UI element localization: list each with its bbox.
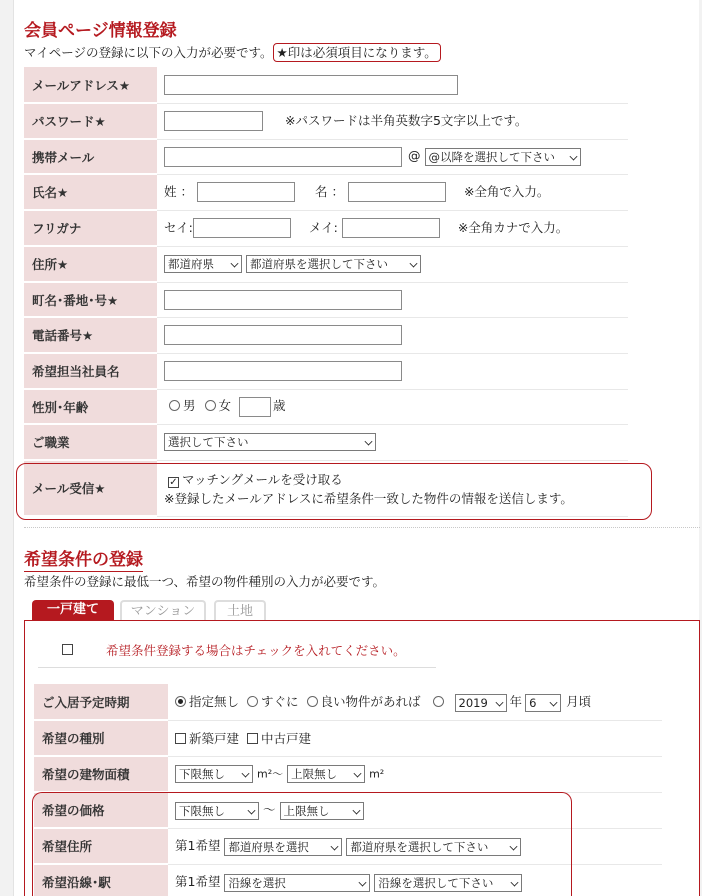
month-unit: 月頃: [566, 694, 592, 709]
female-label: 女: [218, 398, 232, 414]
tab-land[interactable]: 土地: [214, 600, 266, 621]
furigana-cell: [157, 210, 628, 246]
month-select[interactable]: 6: [525, 694, 561, 712]
town-cell: [157, 282, 628, 317]
job-select[interactable]: 選択して下さい: [164, 433, 376, 451]
row-mobile: [24, 139, 628, 174]
email-label: メールアドレス★: [24, 67, 157, 103]
town-input[interactable]: [164, 290, 402, 310]
mobile-domain-select[interactable]: @以降を選択して下さい: [425, 148, 581, 166]
mail-receive-note: ※登録したメールアドレスに希望条件一致した物件の情報を送信します。: [164, 491, 573, 506]
used-house-checkbox[interactable]: [247, 733, 258, 744]
phone-input[interactable]: [164, 325, 402, 345]
password-note: ※パスワードは半角英数字5文字以上です。: [285, 112, 528, 128]
phone-label: 電話番号★: [24, 317, 157, 353]
used-house-label: 中古戸建: [261, 731, 312, 746]
gender-age-cell: [157, 389, 628, 424]
new-house-label: 新築戸建: [189, 731, 240, 746]
job-label: ご職業: [24, 424, 157, 460]
age-input[interactable]: [239, 397, 271, 417]
chevron-down-icon: [550, 698, 558, 706]
name-cell: [157, 174, 628, 210]
new-house-checkbox[interactable]: [175, 733, 186, 744]
town-label: 町名･番地･号★: [24, 282, 157, 317]
city-select[interactable]: 都道府県を選択して下さい: [246, 255, 421, 273]
row-address: [24, 246, 628, 282]
line-select[interactable]: 沿線を選択: [224, 874, 370, 892]
hope-pref-select[interactable]: 都道府県を選択: [224, 838, 342, 856]
chevron-down-icon: [495, 698, 503, 706]
move-in-cell: [168, 684, 662, 720]
row-area: [34, 756, 662, 792]
area-unit-1: m²〜: [256, 767, 284, 781]
kind-cell: [168, 720, 662, 756]
row-password: [24, 103, 628, 139]
move-in-date-radio[interactable]: [433, 696, 444, 707]
mobile-cell: [157, 139, 628, 174]
at-sign: @: [408, 148, 421, 163]
chevron-down-icon: [242, 770, 250, 778]
row-name: [24, 174, 628, 210]
first-name-input[interactable]: [348, 182, 446, 202]
area-label: 希望の建物面積: [34, 756, 168, 792]
furigana-first-input[interactable]: [342, 218, 440, 238]
password-input[interactable]: [164, 111, 263, 131]
name-note: ※全角で入力。: [463, 183, 550, 199]
password-cell: [157, 103, 628, 139]
furigana-label: フリガナ: [24, 210, 157, 246]
conditions-section-title: 希望条件の登録: [24, 545, 143, 572]
price-max-select[interactable]: 上限無し: [280, 802, 364, 820]
left-frame: [0, 0, 14, 896]
chevron-down-icon: [354, 770, 362, 778]
mail-receive-highlight: [16, 463, 652, 520]
staff-input[interactable]: [164, 361, 402, 381]
mail-receive-label: メール受信★: [24, 460, 157, 516]
hope-address-prefix: 第1希望: [175, 838, 221, 854]
move-in-soon-label: すぐに: [261, 694, 299, 709]
sei-label: 姓 ：: [164, 183, 193, 199]
register-conditions-checkbox[interactable]: [62, 644, 73, 655]
row-gender-age: [24, 389, 628, 424]
prefecture-select[interactable]: 都道府県: [164, 255, 242, 273]
price-min-select[interactable]: 下限無し: [175, 802, 259, 820]
furigana-sei-label: セイ:: [164, 219, 193, 235]
email-input[interactable]: [164, 75, 458, 95]
mobile-input[interactable]: [164, 147, 402, 167]
row-staff: [24, 353, 628, 389]
chevron-down-icon: [569, 152, 577, 160]
hope-line-label: 希望沿線･駅: [34, 864, 168, 896]
furigana-mei-label: メイ:: [308, 219, 338, 235]
hope-city-select[interactable]: 都道府県を選択して下さい: [346, 838, 521, 856]
staff-label: 希望担当社員名: [24, 353, 157, 389]
move-in-good-radio[interactable]: [307, 696, 318, 707]
row-phone: [24, 317, 628, 353]
chevron-down-icon: [231, 260, 239, 268]
register-check-row: [62, 642, 76, 657]
mail-receive-checkbox[interactable]: ✓: [169, 477, 178, 488]
mail-receive-checkbox-label: マッチングメールを受け取る: [182, 472, 343, 487]
address-label: 住所★: [24, 246, 157, 282]
year-unit: 年: [509, 694, 523, 709]
member-section-title: 会員ページ情報登録: [24, 21, 177, 41]
address-cell: [157, 246, 628, 282]
phone-cell: [157, 317, 628, 353]
tab-house[interactable]: 一戸建て: [32, 600, 114, 621]
furigana-note: ※全角カナで入力。: [457, 219, 569, 235]
tab-mansion[interactable]: マンション: [120, 600, 206, 621]
row-job: [24, 424, 628, 460]
chevron-down-icon: [365, 438, 373, 446]
move-in-none-label: 指定無し: [189, 694, 240, 709]
staff-cell: [157, 353, 628, 389]
row-email: [24, 67, 628, 103]
area-cell: [168, 756, 662, 792]
age-unit: 歳: [273, 398, 286, 414]
move-in-good-label: 良い物件があれば: [320, 694, 421, 709]
furigana-last-input[interactable]: [193, 218, 291, 238]
conditions-intro: 希望条件の登録に最低一つ、希望の物件種別の入力が必要です。: [24, 574, 386, 589]
area-max-select[interactable]: 上限無し: [287, 765, 365, 783]
move-in-none-radio[interactable]: [175, 696, 186, 707]
kind-label: 希望の種別: [34, 720, 168, 756]
job-cell: [157, 424, 628, 460]
move-in-label: ご入居予定時期: [34, 684, 168, 720]
hope-address-label: 希望住所: [34, 828, 168, 864]
move-in-soon-radio[interactable]: [247, 696, 258, 707]
required-note: ★印は必須項目になります。: [273, 43, 441, 62]
member-form-table: [24, 67, 628, 517]
male-radio[interactable]: [169, 400, 180, 411]
password-label: パスワード★: [24, 103, 157, 139]
section-divider: [24, 527, 700, 528]
year-select[interactable]: 2019: [455, 694, 507, 712]
row-kind: [34, 720, 662, 756]
name-label: 氏名★: [24, 174, 157, 210]
price-label: 希望の価格: [34, 792, 168, 828]
area-min-select[interactable]: 下限無し: [175, 765, 253, 783]
mobile-label: 携帯メール: [24, 139, 157, 174]
register-check-label: 希望条件登録する場合はチェックを入れてください。: [106, 643, 406, 658]
gender-age-label: 性別･年齢: [24, 389, 157, 424]
station-select[interactable]: 沿線を選択して下さい: [374, 874, 522, 892]
female-radio[interactable]: [205, 400, 216, 411]
price-tilde: 〜: [263, 802, 276, 818]
row-town: [24, 282, 628, 317]
register-check-underline: [38, 667, 436, 668]
email-cell: [157, 67, 628, 103]
price-address-highlight: [32, 792, 572, 896]
male-label: 男: [183, 398, 196, 414]
member-intro: マイページの登録に以下の入力が必要です。 ★印は必須項目になります。: [24, 43, 441, 61]
hope-line-prefix: 第1希望: [175, 874, 221, 890]
area-unit-2: m²: [369, 767, 385, 781]
row-move-in: [34, 684, 662, 720]
chevron-down-icon: [410, 260, 418, 268]
row-furigana: [24, 210, 628, 246]
last-name-input[interactable]: [197, 182, 295, 202]
mei-label: 名 ：: [314, 183, 344, 199]
